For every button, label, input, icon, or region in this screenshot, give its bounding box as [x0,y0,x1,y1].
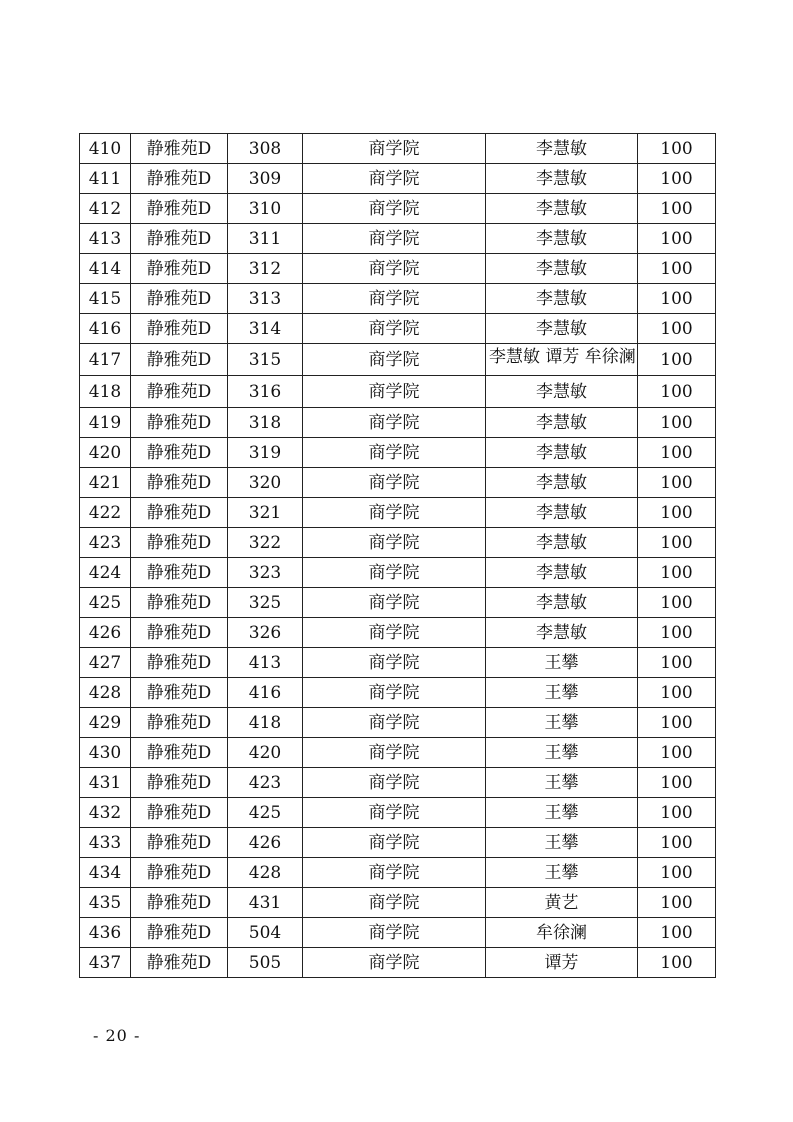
person-in-charge-cell: 李慧敏 [486,254,638,284]
college-cell: 商学院 [303,888,486,918]
building-cell: 静雅苑D [131,438,228,468]
room-number-cell: 315 [228,344,303,376]
room-number-cell: 321 [228,498,303,528]
building-cell: 静雅苑D [131,828,228,858]
row-number-cell: 411 [80,164,131,194]
person-in-charge-cell: 王攀 [486,858,638,888]
building-cell: 静雅苑D [131,588,228,618]
row-number-cell: 425 [80,588,131,618]
room-number-cell: 325 [228,588,303,618]
score-cell: 100 [638,888,716,918]
room-number-cell: 318 [228,408,303,438]
college-cell: 商学院 [303,588,486,618]
row-number-cell: 412 [80,194,131,224]
room-number-cell: 322 [228,528,303,558]
college-cell: 商学院 [303,164,486,194]
row-number-cell: 431 [80,768,131,798]
building-cell: 静雅苑D [131,918,228,948]
room-number-cell: 505 [228,948,303,978]
person-in-charge-cell: 王攀 [486,798,638,828]
table-row [80,828,716,858]
college-cell: 商学院 [303,224,486,254]
room-number-cell: 426 [228,828,303,858]
score-cell: 100 [638,224,716,254]
person-in-charge-cell: 李慧敏 [486,164,638,194]
table-body [80,134,716,978]
college-cell: 商学院 [303,798,486,828]
building-cell: 静雅苑D [131,164,228,194]
person-in-charge-cell: 黄艺 [486,888,638,918]
room-number-cell: 320 [228,468,303,498]
college-cell: 商学院 [303,858,486,888]
person-in-charge-cell: 王攀 [486,648,638,678]
row-number-cell: 433 [80,828,131,858]
room-number-cell: 314 [228,314,303,344]
college-cell: 商学院 [303,618,486,648]
building-cell: 静雅苑D [131,528,228,558]
row-number-cell: 420 [80,438,131,468]
score-cell: 100 [638,284,716,314]
person-in-charge-cell: 王攀 [486,768,638,798]
table-row [80,224,716,254]
score-cell: 100 [638,164,716,194]
table-row [80,768,716,798]
score-cell: 100 [638,948,716,978]
building-cell: 静雅苑D [131,224,228,254]
score-cell: 100 [638,254,716,284]
score-cell: 100 [638,588,716,618]
building-cell: 静雅苑D [131,408,228,438]
score-cell: 100 [638,558,716,588]
table-row [80,948,716,978]
room-number-cell: 504 [228,918,303,948]
room-number-cell: 312 [228,254,303,284]
building-cell: 静雅苑D [131,194,228,224]
person-in-charge-cell: 李慧敏 谭芳 牟徐澜 [486,344,638,376]
college-cell: 商学院 [303,708,486,738]
college-cell: 商学院 [303,768,486,798]
college-cell: 商学院 [303,678,486,708]
dormitory-score-table [79,133,716,978]
score-cell: 100 [638,918,716,948]
table-row [80,314,716,344]
building-cell: 静雅苑D [131,498,228,528]
person-in-charge-cell: 李慧敏 [486,588,638,618]
college-cell: 商学院 [303,828,486,858]
table-row [80,164,716,194]
college-cell: 商学院 [303,468,486,498]
row-number-cell: 435 [80,888,131,918]
room-number-cell: 308 [228,134,303,164]
page-number: - 20 - [93,1026,141,1045]
building-cell: 静雅苑D [131,134,228,164]
table-row [80,708,716,738]
score-cell: 100 [638,858,716,888]
score-cell: 100 [638,828,716,858]
college-cell: 商学院 [303,376,486,408]
table-row [80,558,716,588]
person-in-charge-cell: 李慧敏 [486,314,638,344]
score-cell: 100 [638,408,716,438]
college-cell: 商学院 [303,314,486,344]
row-number-cell: 427 [80,648,131,678]
college-cell: 商学院 [303,648,486,678]
room-number-cell: 310 [228,194,303,224]
building-cell: 静雅苑D [131,888,228,918]
college-cell: 商学院 [303,344,486,376]
person-in-charge-cell: 李慧敏 [486,438,638,468]
room-number-cell: 311 [228,224,303,254]
row-number-cell: 410 [80,134,131,164]
person-in-charge-cell: 李慧敏 [486,558,638,588]
score-cell: 100 [638,344,716,376]
person-in-charge-cell: 李慧敏 [486,376,638,408]
college-cell: 商学院 [303,948,486,978]
table-row [80,798,716,828]
table-row [80,918,716,948]
building-cell: 静雅苑D [131,858,228,888]
row-number-cell: 432 [80,798,131,828]
room-number-cell: 423 [228,768,303,798]
table-row [80,376,716,408]
row-number-cell: 416 [80,314,131,344]
table-row [80,678,716,708]
college-cell: 商学院 [303,194,486,224]
person-in-charge-cell: 谭芳 [486,948,638,978]
score-cell: 100 [638,438,716,468]
table-row [80,284,716,314]
person-in-charge-cell: 王攀 [486,738,638,768]
room-number-cell: 425 [228,798,303,828]
building-cell: 静雅苑D [131,708,228,738]
score-cell: 100 [638,376,716,408]
row-number-cell: 436 [80,918,131,948]
room-number-cell: 418 [228,708,303,738]
table-row [80,588,716,618]
row-number-cell: 430 [80,738,131,768]
row-number-cell: 437 [80,948,131,978]
table-row [80,648,716,678]
person-in-charge-cell: 王攀 [486,828,638,858]
score-cell: 100 [638,708,716,738]
row-number-cell: 434 [80,858,131,888]
room-number-cell: 316 [228,376,303,408]
score-cell: 100 [638,314,716,344]
score-cell: 100 [638,134,716,164]
person-in-charge-cell: 李慧敏 [486,134,638,164]
building-cell: 静雅苑D [131,618,228,648]
score-cell: 100 [638,678,716,708]
person-in-charge-cell: 李慧敏 [486,224,638,254]
table-row [80,858,716,888]
person-in-charge-cell: 李慧敏 [486,528,638,558]
room-number-cell: 431 [228,888,303,918]
building-cell: 静雅苑D [131,678,228,708]
building-cell: 静雅苑D [131,344,228,376]
college-cell: 商学院 [303,918,486,948]
row-number-cell: 422 [80,498,131,528]
building-cell: 静雅苑D [131,468,228,498]
row-number-cell: 423 [80,528,131,558]
room-number-cell: 416 [228,678,303,708]
building-cell: 静雅苑D [131,798,228,828]
person-in-charge-cell: 王攀 [486,678,638,708]
table-row [80,888,716,918]
table-row [80,254,716,284]
person-in-charge-cell: 李慧敏 [486,468,638,498]
room-number-cell: 326 [228,618,303,648]
college-cell: 商学院 [303,738,486,768]
building-cell: 静雅苑D [131,948,228,978]
score-cell: 100 [638,528,716,558]
person-in-charge-cell: 李慧敏 [486,284,638,314]
room-number-cell: 420 [228,738,303,768]
college-cell: 商学院 [303,498,486,528]
room-number-cell: 309 [228,164,303,194]
person-in-charge-cell: 牟徐澜 [486,918,638,948]
row-number-cell: 414 [80,254,131,284]
row-number-cell: 415 [80,284,131,314]
table-row [80,194,716,224]
building-cell: 静雅苑D [131,314,228,344]
building-cell: 静雅苑D [131,376,228,408]
table-row [80,618,716,648]
room-number-cell: 413 [228,648,303,678]
college-cell: 商学院 [303,408,486,438]
row-number-cell: 429 [80,708,131,738]
table-row [80,528,716,558]
score-cell: 100 [638,768,716,798]
row-number-cell: 418 [80,376,131,408]
row-number-cell: 424 [80,558,131,588]
building-cell: 静雅苑D [131,558,228,588]
table-row [80,408,716,438]
person-in-charge-cell: 王攀 [486,708,638,738]
row-number-cell: 421 [80,468,131,498]
score-cell: 100 [638,648,716,678]
room-number-cell: 323 [228,558,303,588]
score-cell: 100 [638,194,716,224]
person-in-charge-cell: 李慧敏 [486,408,638,438]
score-cell: 100 [638,798,716,828]
score-cell: 100 [638,618,716,648]
table-row [80,468,716,498]
row-number-cell: 428 [80,678,131,708]
college-cell: 商学院 [303,254,486,284]
room-number-cell: 319 [228,438,303,468]
college-cell: 商学院 [303,558,486,588]
row-number-cell: 426 [80,618,131,648]
table-row [80,498,716,528]
score-cell: 100 [638,738,716,768]
building-cell: 静雅苑D [131,284,228,314]
college-cell: 商学院 [303,134,486,164]
building-cell: 静雅苑D [131,738,228,768]
row-number-cell: 413 [80,224,131,254]
building-cell: 静雅苑D [131,254,228,284]
college-cell: 商学院 [303,528,486,558]
score-cell: 100 [638,498,716,528]
table-row [80,344,716,376]
table-row [80,738,716,768]
person-in-charge-cell: 李慧敏 [486,498,638,528]
person-in-charge-cell: 李慧敏 [486,618,638,648]
table-row [80,438,716,468]
person-in-charge-cell: 李慧敏 [486,194,638,224]
row-number-cell: 417 [80,344,131,376]
room-number-cell: 428 [228,858,303,888]
row-number-cell: 419 [80,408,131,438]
building-cell: 静雅苑D [131,648,228,678]
building-cell: 静雅苑D [131,768,228,798]
room-number-cell: 313 [228,284,303,314]
college-cell: 商学院 [303,284,486,314]
table-row [80,134,716,164]
score-cell: 100 [638,468,716,498]
college-cell: 商学院 [303,438,486,468]
